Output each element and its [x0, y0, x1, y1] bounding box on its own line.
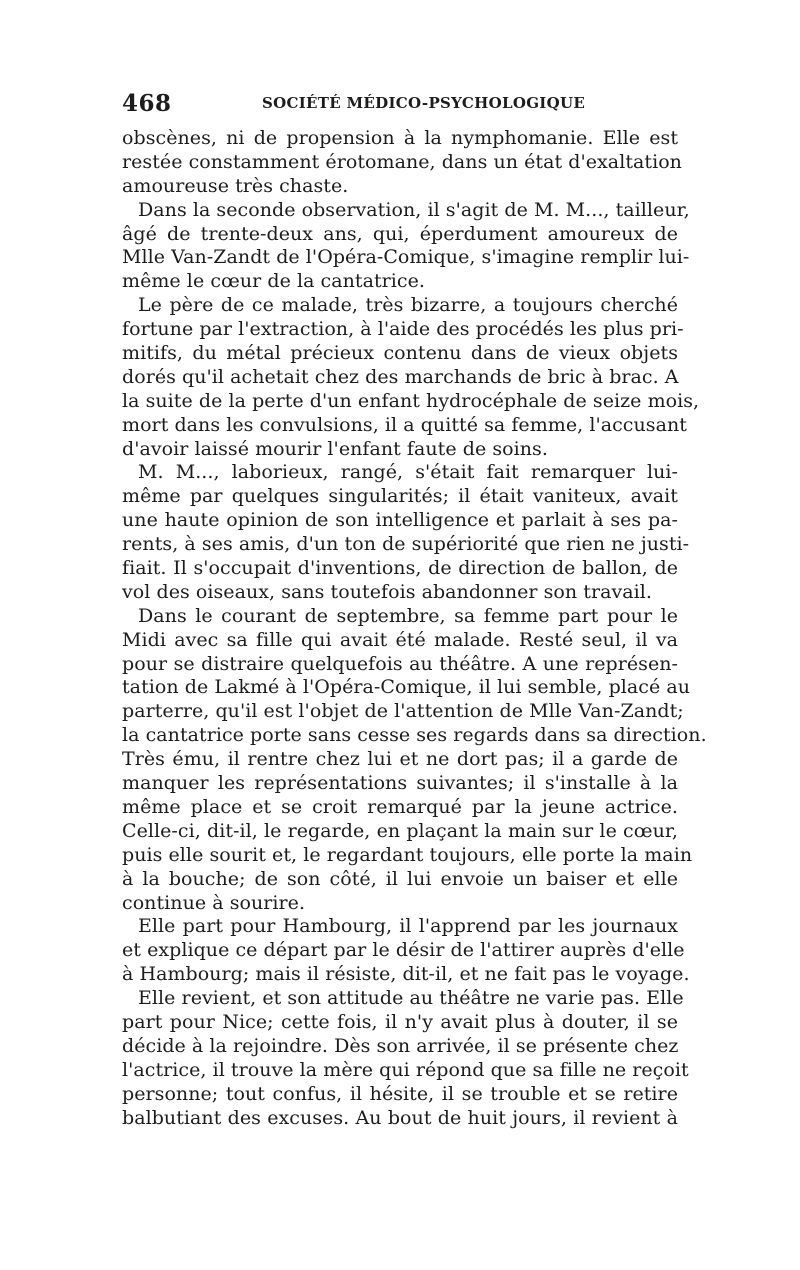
- text-line: à la bouche; de son côté, il lui envoie un baiser et elle: [122, 867, 678, 890]
- text-line: même par quelques singularités; il était vaniteux, avait: [122, 485, 678, 508]
- text-line: rents, à ses amis, d'un ton de supériorité que rien ne justi-: [122, 533, 690, 556]
- text-line: et explique ce départ par le désir de l'attirer auprès d'elle: [122, 939, 685, 962]
- running-head: SOCIÉTÉ MÉDICO-PSYCHOLOGIQUE: [262, 94, 586, 112]
- text-line: amoureuse très chaste.: [122, 174, 349, 197]
- text-line: âgé de trente-deux ans, qui, éperdument amoureux de: [122, 222, 678, 245]
- text-line: personne; tout confus, il hésite, il se trouble et se retire: [122, 1082, 678, 1105]
- text-line: à Hambourg; mais il résiste, dit-il, et ne fait pas le voyage.: [122, 963, 690, 986]
- text-line: décide à la rejoindre. Dès son arrivée, il se présente chez: [122, 1034, 679, 1057]
- text-line: M. M..., laborieux, rangé, s'était fait remarquer lui-: [138, 461, 678, 484]
- text-line: parterre, qu'il est l'objet de l'attention de Mlle Van-Zandt;: [122, 700, 684, 723]
- page-number: 468: [122, 90, 172, 117]
- body-text: [122, 127, 707, 1130]
- text-line: mitifs, du métal précieux contenu dans de vieux objets: [122, 342, 678, 365]
- text-line: Celle-ci, dit-il, le regarde, en plaçant la main sur le cœur,: [122, 819, 678, 842]
- text-line: restée constamment érotomane, dans un état d'exaltation: [122, 150, 682, 173]
- text-line: vol des oiseaux, sans toutefois abandonner son travail.: [122, 580, 652, 603]
- text-line: fortune par l'extraction, à l'aide des procédés les plus pri-: [122, 318, 684, 341]
- text-line: une haute opinion de son intelligence et parlait à ses pa-: [122, 509, 678, 532]
- text-line: même le cœur de la cantatrice.: [122, 270, 425, 293]
- text-line: Elle revient, et son attitude au théâtre ne varie pas. Elle: [138, 987, 684, 1010]
- text-line: fiait. Il s'occupait d'inventions, de direction de ballon, de: [122, 557, 678, 580]
- text-line: mort dans les convulsions, il a quitté sa femme, l'accusant: [122, 413, 687, 436]
- text-line: tation de Lakmé à l'Opéra-Comique, il lui semble, placé au: [122, 676, 691, 699]
- text-line: la cantatrice porte sans cesse ses regards dans sa direction.: [122, 724, 707, 747]
- text-line: Très ému, il rentre chez lui et ne dort pas; il a garde de: [122, 748, 678, 771]
- text-line: Mlle Van-Zandt de l'Opéra-Comique, s'imagine remplir lui-: [122, 246, 690, 269]
- text-line: pour se distraire quelquefois au théâtre. A une représen-: [122, 652, 678, 675]
- text-line: manquer les représentations suivantes; il s'installe à la: [122, 772, 678, 795]
- text-line: l'actrice, il trouve la mère qui répond que sa fille ne reçoit: [122, 1058, 689, 1081]
- text-line: dorés qu'il achetait chez des marchands de bric à brac. A: [122, 365, 679, 388]
- text-line: la suite de la perte d'un enfant hydrocéphale de seize mois,: [122, 389, 700, 412]
- text-line: balbutiant des excuses. Au bout de huit jours, il revient à: [122, 1106, 678, 1129]
- text-line: Elle part pour Hambourg, il l'apprend par les journaux: [138, 915, 678, 938]
- text-line: même place et se croit remarqué par la jeune actrice.: [122, 795, 678, 818]
- text-line: Dans la seconde observation, il s'agit de M. M..., tailleur,: [138, 198, 690, 221]
- page-header: [122, 90, 678, 120]
- text-line: Le père de ce malade, très bizarre, a toujours cherché: [138, 294, 678, 317]
- text-line: obscènes, ni de propension à la nymphomanie. Elle est: [122, 127, 678, 149]
- text-line: Dans le courant de septembre, sa femme part pour le: [138, 604, 678, 627]
- text-line: d'avoir laissé mourir l'enfant faute de soins.: [122, 437, 548, 460]
- text-line: part pour Nice; cette fois, il n'y avait plus à douter, il se: [122, 1010, 678, 1033]
- text-line: continue à sourire.: [122, 891, 306, 914]
- text-line: Midi avec sa fille qui avait été malade. Resté seul, il va: [122, 628, 678, 651]
- text-line: puis elle sourit et, le regardant toujours, elle porte la main: [122, 843, 693, 866]
